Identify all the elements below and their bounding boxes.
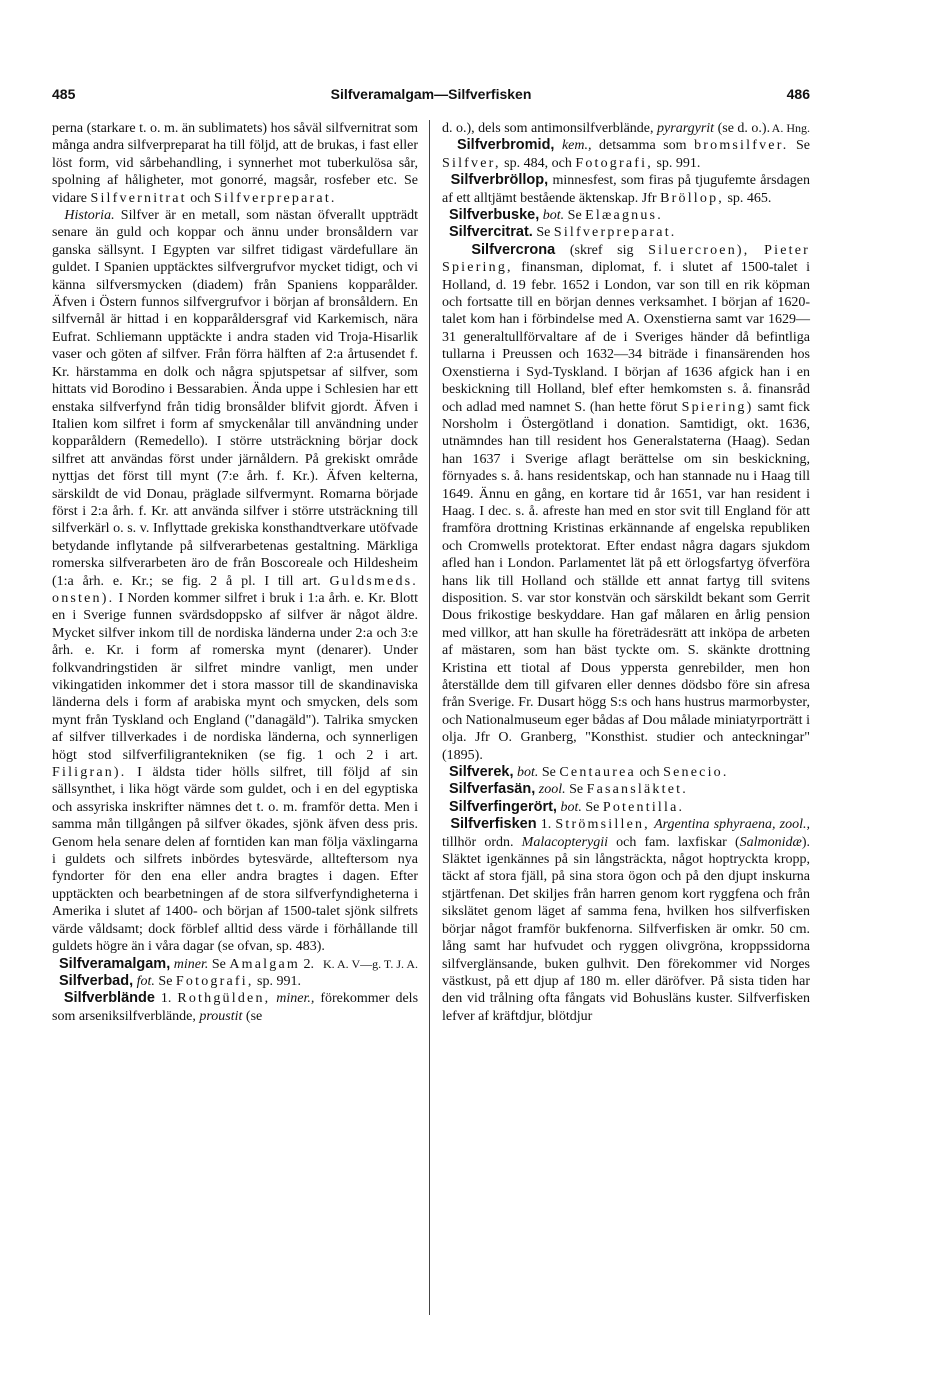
left-page-number: 485 xyxy=(52,86,76,102)
text: Se xyxy=(569,782,584,798)
category: bot. xyxy=(517,765,539,781)
text: (se d. o.). xyxy=(717,121,771,136)
cross-reference: Filigran). xyxy=(52,765,127,781)
headword: Silfverfingerört, xyxy=(449,798,557,815)
right-column xyxy=(442,120,810,1025)
term: proustit xyxy=(199,1008,243,1024)
text: I Norden kommer silfret i bruk i 1:a årh. e. Kr. Blott en i Sverige funnen svärdsdoppsko af silfver är något äldre. Mycket silfver inkom till de nordiska länderna under 2:a och 3:e årh. e. Kr. i form af romerska mynt (denarer). Under folkvandringstiden är silfret mindre vanligt, men under vikingatiden inkommer det i stora massor till de skandinaviska länderna dels i form af arabiska mynt och smycken, dels som mynt från Tyskland och England ("danagäld"). Talrika smycken af silfver tillverkades i de nordiska länderna, och synnerligen högt stod silfverfiligrantekniken (se fig. 1 och 2 i art. xyxy=(52,590,418,763)
text: sp. 484, och xyxy=(504,155,572,171)
cross-reference: Silfvernitrat xyxy=(90,190,187,206)
page-header xyxy=(52,86,810,106)
headword: Silfveramalgam, xyxy=(59,955,171,972)
text: och xyxy=(190,190,211,206)
section-label: Historia. xyxy=(64,208,115,224)
text: Se xyxy=(585,799,600,815)
cross-reference: Guldsmeds. onsten). xyxy=(52,573,418,606)
text: detsamma som xyxy=(598,138,687,154)
author-signature: K. A. V—g. T. J. A. xyxy=(322,956,418,971)
text: samt fick Norsholm i Östergötland i donation. Samtidigt, okt. 1636, utnämndes han till resident hos Generalstaterna (Haag). Sedan han 1637 i Sverige aflagt berättelse om sin beskickning, förnyades s. å. hans residentskap, och han stannade nu i Haag till 1649. Ännu en gång, en kortare tid år 1651, var han resident i Haag. I dec. s. å. afreste han med en stor svit till England för att framföra drottning Kristinas erkännande af engelska republiken och Cromwells protektorat. Efter endast några dagars sjukdom afled han i London. Parlamentet lät på ett örlogsfartyg öfverföra hans lik till Holland och ställde ett annat fartyg till svitens disposition. S. var stor konstvän och särskildt bekant som Gerrit Dous frikostige beskyddare. Han gaf målaren en årlig pension med villkor, att han skulle ha företrädesrätt att inköpa de arbeten af mästaren, som han bäst tyckte om. S. skänkte drottning Kristina ett tiotal af Dous yppersta genrebilder, men hon återställde dem till gifvaren eller dennes dödsbo före sin afresa från Sverige. Fr. Dusart högg S:s och hans hustrus marmorbyster, och Nationalmuseum eger bådas af Dou målade miniatyrporträtt i olja. Jfr O. Granberg, "Konsthist. studier och anteckningar" (1895). xyxy=(442,399,811,763)
category: miner. xyxy=(173,956,209,972)
text: Se xyxy=(211,956,226,972)
paragraph xyxy=(442,120,810,137)
cross-reference: Potentilla. xyxy=(602,799,685,815)
text: Se xyxy=(536,225,551,241)
person-name: Pieter Spiering, xyxy=(442,242,810,276)
headword: Silfvercitrat. xyxy=(449,224,533,241)
text: d. o.), dels som antimonsilfverblände, xyxy=(442,121,654,136)
entry-silfverbrollop xyxy=(442,172,810,207)
text: minnesfest, som firas på tjugufemte årsdagen af ett alltjämt bestående äktenskap. Jfr xyxy=(442,173,811,206)
cross-reference: Silfverpreparat. xyxy=(553,225,677,241)
cross-reference: Silfverpreparat. xyxy=(213,190,337,206)
cross-reference: Fasansläktet. xyxy=(586,782,688,798)
cross-reference: Bröllop, xyxy=(660,190,724,206)
left-column xyxy=(52,120,418,1025)
author-signature: A. Hng. xyxy=(771,121,810,135)
term: Salmonidæ xyxy=(739,834,802,850)
cross-reference: Fotografi, xyxy=(575,155,653,171)
text: finansman, diplomat, f. i slutet af 1500-talet i Holland, d. 19 febr. 1652 i London, var son till en rik köpman och fortsatte till en början dennes verksamhet. I början af 1620-talet kom han i förbindelse med A. Oxenstierna samt var 1629—31 generaltullförvaltare af de i Sveriges händer då befintliga tullarna i Preussen och 1632—34 biträde i finansärenden hos Oxenstierna i Syd-Tyskland. I början af 1636 afgick han i en beskickning till Holland, blef efter hemkomsten s. å. finansråd och adlad med namnet S. (han hette förut xyxy=(442,260,810,415)
category: fot. xyxy=(136,973,155,989)
text: Se xyxy=(541,765,556,781)
entry-silfverbuske xyxy=(442,207,810,224)
text: sp. 991. xyxy=(257,973,301,989)
cross-reference: Rothgülden, xyxy=(177,991,271,1007)
running-title: Silfveramalgam—Silfverfisken xyxy=(330,86,532,102)
headword: Silfverek, xyxy=(449,764,514,781)
headword: Silfverbromid, xyxy=(456,137,555,154)
entry-silfvercrona xyxy=(442,242,810,764)
cross-reference: Spiering) xyxy=(681,399,754,415)
text: 1. xyxy=(160,991,172,1007)
headword: Silfverbad, xyxy=(59,972,134,989)
cross-reference: Senecio. xyxy=(663,765,729,781)
category: zool. xyxy=(538,782,566,798)
term: pyrargyrit xyxy=(657,121,715,136)
text: ). Släktet igenkännes på sin långsträckta, något hoptryckta kropp, täckt af stora fjäll, på sina stora ögon och på den djupt inskurna stjärtfenan. Det skiljes från harren genom kort ryggfena och från sikslätet genom läget af samma fena, hvilken hos silfverfisken börjar något framför bukfenorna. Silfverfisken är omkr. 50 cm. lång samt har hufvudet och ryggen olivgröna, kroppssidorna silfverglänsande, buken gulhvit. Den förekommer vid Norges västkust, på ett djup af 180 m. eller däröfver. På sista tiden har den vid trålning ofta fångats vid Bohusläns kuster. Silfverfisken lefver af kräftdjur, blötdjur xyxy=(442,834,811,1024)
right-page-number: 486 xyxy=(786,86,810,102)
cross-reference: bromsilfver. xyxy=(694,138,789,154)
term: Argentina sphyraena, zool., xyxy=(654,817,811,833)
text: Se xyxy=(796,138,810,154)
entry-silfvercitrat xyxy=(442,224,810,241)
text: 1. xyxy=(540,817,552,833)
cross-reference: Amalgam xyxy=(229,956,300,972)
headword: Silfvercrona xyxy=(471,241,556,258)
headword: Silfverfasän, xyxy=(449,781,536,798)
entry-silfverfasan xyxy=(442,781,810,798)
cross-reference: Siluercroen), xyxy=(648,242,750,258)
category: miner., xyxy=(276,991,315,1007)
text: och fam. laxfiskar ( xyxy=(616,834,740,850)
entry-silfverfisken xyxy=(442,816,810,1025)
text: (skref sig xyxy=(569,242,634,258)
entry-silfverbad xyxy=(52,973,418,990)
column-divider xyxy=(429,120,430,1315)
text: I äldsta tider hölls silfret, till följd af sin sällsynthet, i lika högt värde som guldet, och i en del egyptiska och assyriska inskrifter nämnes det t. o. m. framför detta. Men i samma mån tillgången på silfver ökades, sjönk äfven dess pris. Genom hela senare delen af forntiden kan man följa växlingarna i guldets och silfrets inbördes bytesvärde, allteftersom nya fyndorter för den ena eller andra bragtes i dagen. Efter upptäckten och bearbetningen af de stora silfverfyndigheterna i Amerika i slutet af 1400- och början af 1500-talet sjönk silfrets värde våldsamt; dock förblef alltid dess värde i förhållande till guldets högre än i våra dagar (se ofvan, sp. 483). xyxy=(52,765,419,955)
entry-silfverfingerort xyxy=(442,799,810,816)
text: 2. xyxy=(303,956,314,972)
term: Malacopterygii xyxy=(521,834,608,850)
text: sp. 991. xyxy=(656,155,701,171)
cross-reference: Fotografi, xyxy=(175,973,254,989)
text: Se xyxy=(567,208,582,224)
text: Se xyxy=(158,973,173,989)
text: Silfver är en metall, som nästan öfverallt uppträdt senare än guld och koppar och ännu under bronsåldern var ganska sällsynt. I Egypten var silfret tidigast värdefullare än guldet. I Spanien upptäcktes silfvergrufvor mycket tidigt, och vi känna silfversmycken (diadem) från Spaniens kopparålder. Äfven i Östern funnos silfvergrufvor i början af bronsåldern. En silfvernål är hittad i en kopparåldersgraf vid Karkemisch, nära Eufrat. Schliemann upptäckte i andra staden vid Troja-Hisarlik vaser och göten af silfver. Från förra hälften af 2:a årtusendet f. Kr. härstamma en dolk och några spjutspetsar af silfver, som hittats vid Borodino i Bessarabien. Ända uppe i Schlesien har ett enstaka silfverfynd från tidig bronsålder blifvit gjordt. Äfven i Italien kom silfret i form af smyckenålar till användning under kopparåldern (Remedello). I större utsträckning börjar dock silfret att användas först under järnåldern. På grekiskt område nyttjas det först till mynt (7:e årh. f. Kr.). Äfven kelterna, särskildt de vid Donau, präglade silfvermynt. Romarna började först i 2:a årh. f. Kr. att använda silfver i större utsträckning till silfverkärl o. s. v. Inflyttade grekiska konsthandtverkare utöfvade betydande inflytande på silfverarbetenas gestaltning. Märkliga romerska silfverarbeten äro de från Boscoreale och Hildesheim (1:a årh. e. Kr.; se fig. 2 å pl. I till art. xyxy=(52,208,419,589)
paragraph xyxy=(52,120,418,207)
headword: Silfverbuske, xyxy=(449,207,540,224)
entry-silfverblande xyxy=(52,990,418,1025)
headword: Silfverblände xyxy=(63,990,155,1007)
cross-reference: Silfver, xyxy=(442,155,501,171)
headword: Silfverfisken xyxy=(450,816,537,833)
cross-reference: Centaurea xyxy=(559,765,636,781)
cross-reference: Strömsillen, xyxy=(555,817,650,833)
text: (se xyxy=(245,1008,263,1024)
text: och xyxy=(639,765,660,781)
text: perna (starkare t. o. m. än sublimatets) hos såväl silfvernitrat som många andra silfverpreparat ha till följd, att de brukas, i fast eller löst form, vid sårbehandling, i synnerhet mot tuberkulösa sår, spolning af håligheter, mot gonorré, magsår, rosfeber etc. Se vidare xyxy=(52,121,418,206)
category: bot. xyxy=(560,799,582,815)
headword: Silfverbröllop, xyxy=(450,172,549,189)
cross-reference: Elæagnus. xyxy=(585,208,663,224)
category: bot. xyxy=(542,208,565,224)
text: sp. 465. xyxy=(727,190,772,206)
text: förekommer dels som arseniksilfverblände, xyxy=(52,991,419,1024)
category: kem., xyxy=(561,138,592,154)
entry-silfverek xyxy=(442,764,810,781)
entry-silfverbromid xyxy=(442,137,810,172)
text: tillhör ordn. xyxy=(442,834,514,850)
